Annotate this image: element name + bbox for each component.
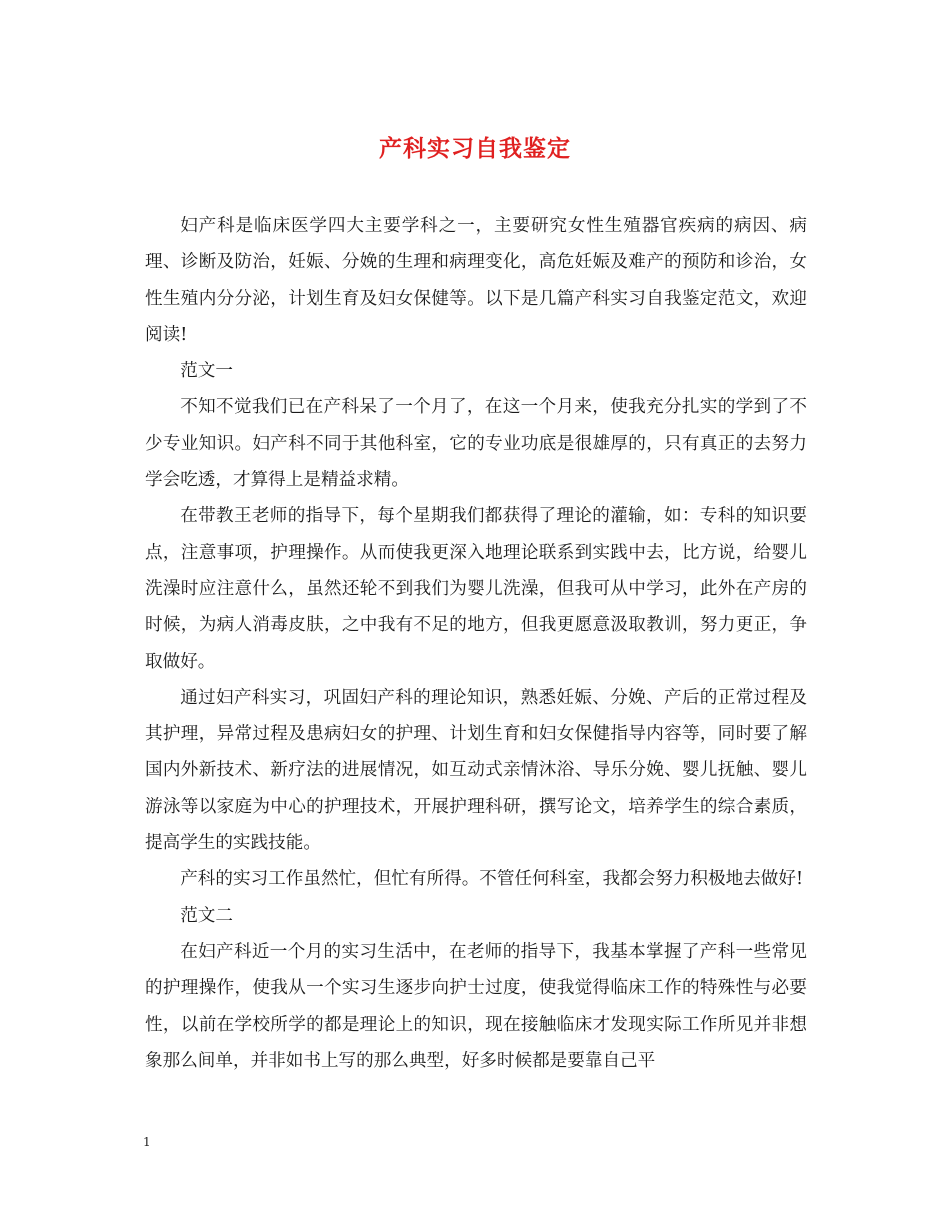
section-heading-sample-one: 范文一 [180,361,233,382]
section-heading-sample-two: 范文二 [180,905,233,926]
page-number: 1 [143,1135,151,1149]
document-body [145,208,807,1079]
paragraph: 产科的实习工作虽然忙，但忙有所得。不管任何科室，我都会努力积极地去做好! [180,869,804,890]
paragraph: 在带教王老师的指导下，每个星期我们都获得了理论的灌输，如：专科的知识要点，注意事项，护理操作。从而使我更深入地理论联系到实践中去，比方说，给婴儿洗澡时应注意什么，虽然还轮不到我们为婴儿洗澡，但我可从中学习，此外在产房的时候，为病人消毒皮肤，之中我有不足的地方，但我更愿意汲取教训，努力更正，争取做好。 [145,506,807,672]
paragraph: 在妇产科近一个月的实习生活中，在老师的指导下，我基本掌握了产科一些常见的护理操作，使我从一个实习生逐步向护士过度，使我觉得临床工作的特殊性与必要性，以前在学校所学的都是理论上的知识，现在接触临床才发现实际工作所见并非想象那么间单，并非如书上写的那么典型，好多时候都是要靠自己平 [145,941,807,1071]
paragraph-intro: 妇产科是临床医学四大主要学科之一，主要研究女性生殖器官疾病的病因、病理、诊断及防治，妊娠、分娩的生理和病理变化，高危妊娠及难产的预防和诊治，女性生殖内分分泌，计划生育及妇女保健等。以下是几篇产科实习自我鉴定范文，欢迎阅读! [145,216,807,345]
paragraph: 通过妇产科实习，巩固妇产科的理论知识，熟悉妊娠、分娩、产后的正常过程及其护理，异常过程及患病妇女的护理、计划生育和妇女保健指导内容等，同时要了解国内外新技术、新疗法的进展情况，如互动式亲情沐浴、导乐分娩、婴儿抚触、婴儿游泳等以家庭为中心的护理技术，开展护理科研，撰写论文，培养学生的综合素质，提高学生的实践技能。 [145,687,807,854]
paragraph: 不知不觉我们已在产科呆了一个月了，在这一个月来，使我充分扎实的学到了不少专业知识。妇产科不同于其他科室，它的专业功底是很雄厚的，只有真正的去努力学会吃透，才算得上是精益求精。 [145,397,807,491]
document-title: 产科实习自我鉴定 [379,135,571,162]
